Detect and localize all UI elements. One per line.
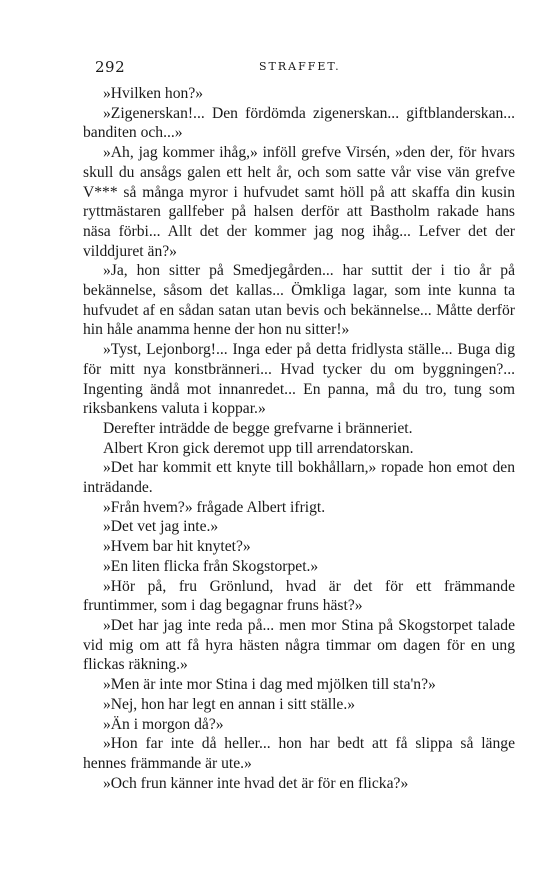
- paragraph: »Ah, jag kommer ihåg,» inföll grefve Virsén, »den der, för hvars skull du ansågs galen ett helt år, och som satte vår vise vän grefve V*** så många myror i hufvudet samt höll på att skaffa din kusin ryttmästaren gallfeber på halsen derför att Bastholm rakade hans näsa förbi... Allt det der kommer jag nog ihåg... Lefver det der vilddjuret än?»: [83, 144, 515, 260]
- paragraph: Derefter inträdde de begge grefvarne i bränneriet.: [103, 419, 413, 437]
- paragraph: »Men är inte mor Stina i dag med mjölken till sta'n?»: [103, 676, 436, 694]
- body-text: [83, 84, 515, 793]
- paragraph: »Det har jag inte reda på... men mor Stina på Skogstorpet talade vid mig om att få hyra hästen några timmar om dagen för en ung flickas räkning.»: [83, 616, 515, 674]
- paragraph: »Och frun känner inte hvad det är för en flicka?»: [103, 774, 409, 792]
- book-page: [83, 58, 515, 793]
- paragraph: »En liten flicka från Skogstorpet.»: [103, 557, 319, 575]
- paragraph: »Än i morgon då?»: [103, 715, 224, 733]
- running-head: STRAFFET.: [259, 60, 341, 73]
- paragraph: »Hvilken hon?»: [103, 85, 204, 102]
- paragraph: »Hör på, fru Grönlund, hvad är det för ett främmande fruntimmer, som i dag begagnar fruns häst?»: [83, 577, 515, 615]
- paragraph: »Det vet jag inte.»: [103, 518, 219, 536]
- paragraph: »Nej, hon har legt en annan i sitt ställe.»: [103, 695, 356, 713]
- paragraph: »Hon far inte då heller... hon har bedt att få slippa så länge hennes främmande är ute.»: [83, 735, 515, 772]
- paragraph: »Zigenerskan!... Den fördömda zigenerskan... giftblanderskan... banditen och...»: [83, 104, 515, 142]
- paragraph: »Tyst, Lejonborg!... Inga eder på detta fridlysta ställe... Buga dig för mitt nya konstbränneri... Hvad tycker du om byggningen?... Ingenting ändå mot innanredet... En panna, må du tro, tung som riksbankens valuta i koppar.»: [83, 341, 515, 418]
- paragraph: Albert Kron gick deremot upp till arrendatorskan.: [103, 439, 414, 457]
- paragraph: »Hvem bar hit knytet?»: [103, 538, 251, 556]
- page-number: 292: [95, 58, 126, 76]
- page-header: [83, 58, 515, 84]
- paragraph: »Det har kommit ett knyte till bokhållarn,» ropade hon emot den inträdande.: [83, 459, 515, 497]
- paragraph: »Ja, hon sitter på Smedjegården... har suttit der i tio år på bekännelse, såsom det kallas... Ömkliga lagar, som inte kunna ta hufvudet af en sådan satan utan bevis och bekännelse... Måtte derför hin håle anamma henne der hon nu sitter!»: [83, 262, 515, 339]
- paragraph: »Från hvem?» frågade Albert ifrigt.: [103, 498, 326, 516]
